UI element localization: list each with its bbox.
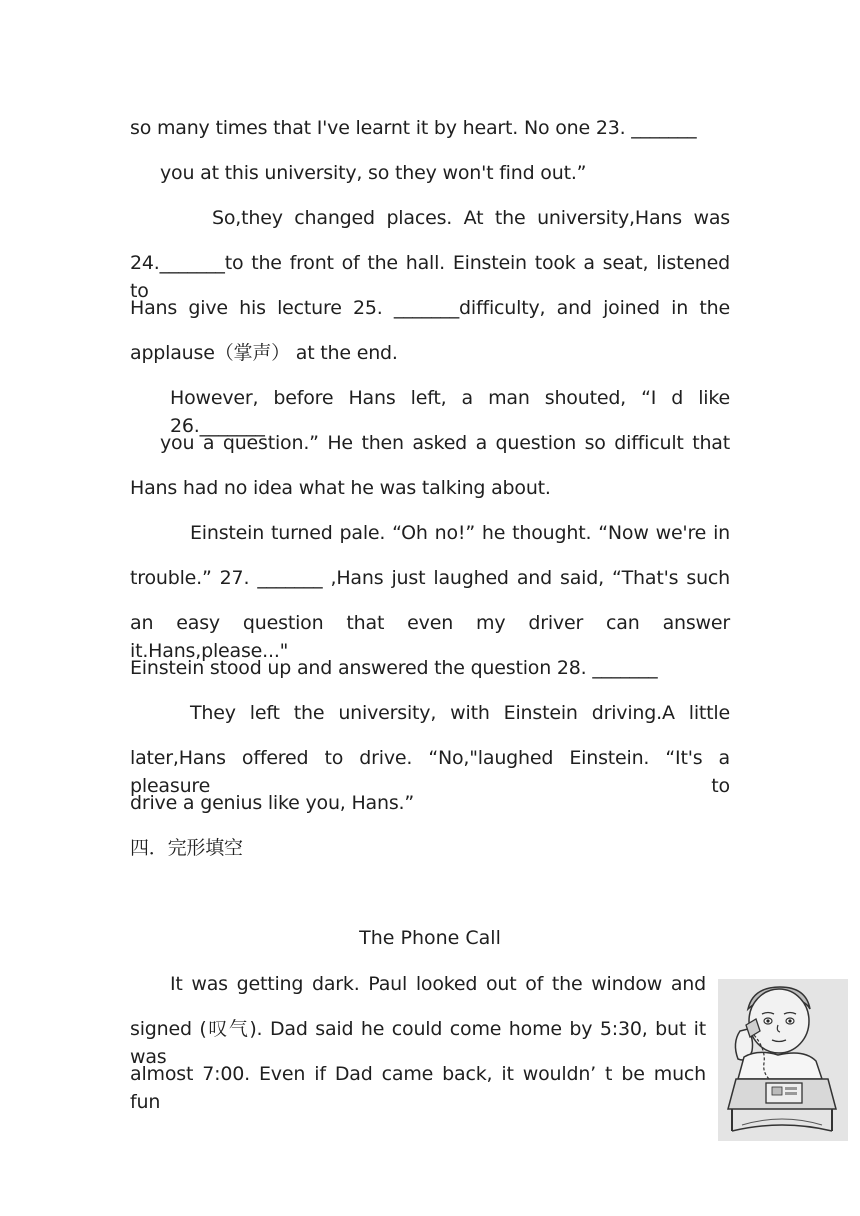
section-heading: 四．完形填空 bbox=[130, 837, 243, 859]
text-line: 24._______to the front of the hall. Einstein took a seat, listened to bbox=[130, 252, 730, 302]
text-line: trouble.” 27. _______ ,Hans just laughed and said, “That's such bbox=[130, 567, 730, 589]
text-line: However, before Hans left, a man shouted, “I d like 26._______ bbox=[170, 387, 730, 437]
text-line: applause（掌声） at the end. bbox=[130, 342, 398, 364]
text-line: drive a genius like you, Hans.” bbox=[130, 792, 415, 814]
text-line: Einstein turned pale. “Oh no!” he thought. “Now we're in bbox=[190, 522, 730, 544]
text-line: Hans had no idea what he was talking about. bbox=[130, 477, 551, 499]
text-line: Einstein stood up and answered the question 28. _______ bbox=[130, 657, 658, 679]
text-line: So,they changed places. At the university,Hans was bbox=[212, 207, 730, 229]
text-line: an easy question that even my driver can answer it.Hans,please..." bbox=[130, 612, 730, 662]
text-line: Hans give his lecture 25. _______difficulty, and joined in the bbox=[130, 297, 730, 319]
text-line: almost 7:00. Even if Dad came back, it wouldn’ t be much fun bbox=[130, 1063, 706, 1113]
text-line: so many times that I've learnt it by heart. No one 23. _______ bbox=[130, 117, 697, 139]
boy-on-telephone-illustration bbox=[718, 979, 848, 1141]
passage-title: The Phone Call bbox=[359, 927, 501, 949]
text-line: It was getting dark. Paul looked out of the window and bbox=[170, 973, 706, 995]
text-line: signed (叹气). Dad said he could come home by 5:30, but it was bbox=[130, 1018, 706, 1068]
text-line: later,Hans offered to drive. “No,"laughed Einstein. “It's a pleasure to bbox=[130, 747, 730, 797]
text-line: you a question.” He then asked a question so difficult that bbox=[160, 432, 730, 454]
text-line: you at this university, so they won't find out.” bbox=[160, 162, 587, 184]
text-line: They left the university, with Einstein driving.A little bbox=[190, 702, 730, 724]
